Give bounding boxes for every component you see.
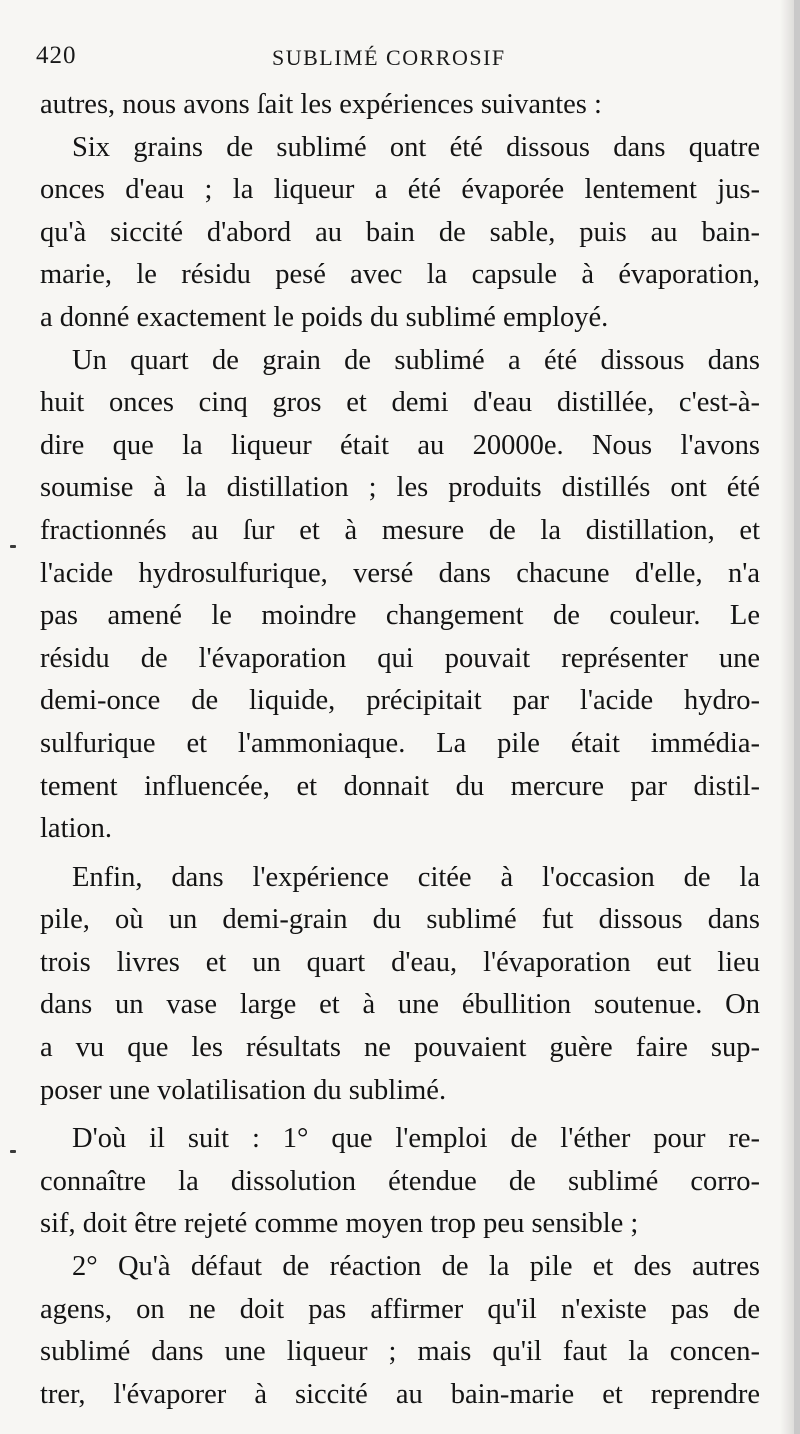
margin-mark: [10, 1150, 16, 1153]
text-line: trer, l'évaporer à siccité au bain-marie et reprendre: [40, 1378, 760, 1410]
text-line: trois livres et un quart d'eau, l'évaporation eut lieu: [40, 946, 760, 978]
paragraph-conclusion-2: [40, 1246, 760, 1416]
text-line: poser une volatilisation du sublimé.: [40, 1074, 447, 1106]
text-line: connaître la dissolution étendue de sublimé corro-: [40, 1165, 760, 1197]
text-line: onces d'eau ; la liqueur a été évaporée lentement jus-: [40, 174, 760, 206]
text-line: pile, où un demi-grain du sublimé fut dissous dans: [40, 904, 760, 936]
text-line: 2° Qu'à défaut de réaction de la pile et des autres: [72, 1251, 760, 1283]
text-line: sublimé dans une liqueur ; mais qu'il faut la concen-: [40, 1336, 760, 1368]
text-line: lation.: [40, 813, 113, 845]
text-line: l'acide hydrosulfurique, versé dans chacune d'elle, n'a: [40, 557, 760, 589]
text-line: D'où il suit : 1° que l'emploi de l'éther pour re-: [72, 1123, 760, 1155]
paragraph-continuation: [40, 84, 760, 127]
text-line: Un quart de grain de sublimé a été dissous dans: [72, 344, 760, 376]
text-line: huit onces cinq gros et demi d'eau distillée, c'est-à-: [40, 387, 760, 419]
text-line: dire que la liqueur était au 20000e. Nous l'avons: [40, 429, 760, 461]
text-line: tement influencée, et donnait du mercure par distil-: [40, 770, 760, 802]
text-line: sif, doit être rejeté comme moyen trop peu sensible ;: [40, 1208, 639, 1240]
text-line: autres, nous avons ſait les expériences suivantes :: [40, 89, 602, 120]
page-edge-shadow: [780, 0, 794, 1434]
text-line: qu'à siccité d'abord au bain de sable, puis au bain-: [40, 216, 760, 248]
text-line: fractionnés au ſur et à mesure de la distillation, et: [40, 514, 760, 546]
text-line: marie, le résidu pesé avec la capsule à évaporation,: [40, 259, 760, 291]
paragraph-enfin: [40, 857, 760, 1113]
paragraph-conclusion-1: [40, 1118, 760, 1246]
text-line: soumise à la distillation ; les produits distillés ont été: [40, 472, 760, 504]
body-text: [40, 84, 760, 1416]
text-line: Six grains de sublimé ont été dissous dans quatre: [72, 131, 760, 163]
text-line: pas amené le moindre changement de couleur. Le: [40, 600, 760, 632]
page-number: 420: [36, 42, 77, 69]
margin-mark: [10, 545, 16, 548]
text-line: agens, on ne doit pas affirmer qu'il n'existe pas de: [40, 1293, 760, 1325]
text-line: sulfurique et l'ammoniaque. La pile était immédia-: [40, 727, 760, 759]
paragraph-quart-de-grain: [40, 340, 760, 851]
text-line: dans un vase large et à une ébullition soutenue. On: [40, 989, 760, 1021]
text-line: résidu de l'évaporation qui pouvait représenter une: [40, 642, 760, 674]
running-title: SUBLIMÉ CORROSIF: [272, 45, 506, 70]
text-line: Enfin, dans l'expérience citée à l'occasion de la: [72, 861, 760, 893]
page-header: [36, 42, 756, 72]
text-line: demi-once de liquide, précipitait par l'acide hydro-: [40, 685, 760, 717]
text-line: a donné exactement le poids du sublimé employé.: [40, 301, 609, 333]
text-line: a vu que les résultats ne pouvaient guère faire sup-: [40, 1032, 760, 1064]
paragraph-six-grains: [40, 127, 760, 340]
